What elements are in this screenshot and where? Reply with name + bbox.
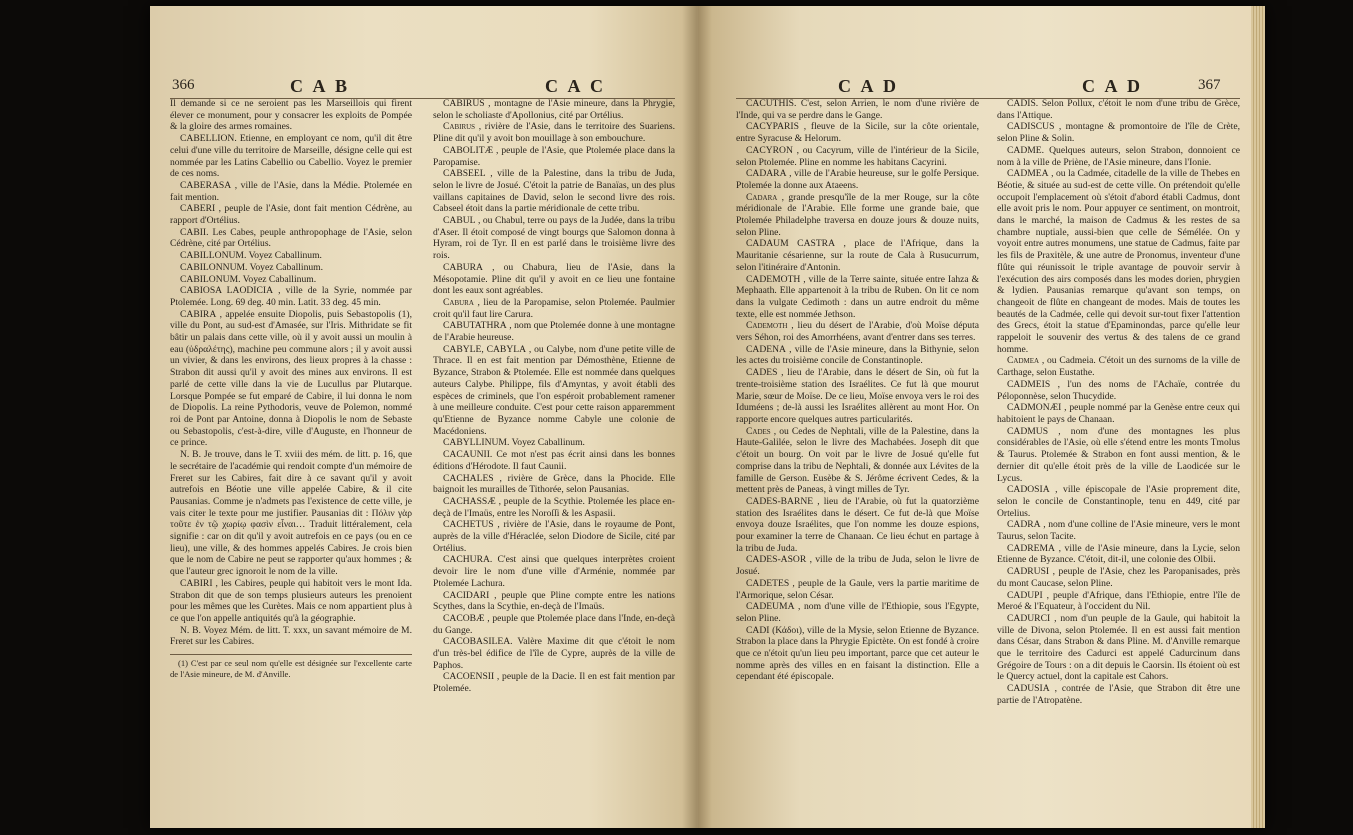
entry-text: Quelques auteurs, selon Strabon, donnoient ce nom à la ville de Priène, de l'Asie mineure, dans l'Ionie. [997,144,1240,168]
dictionary-entry [433,168,675,215]
dictionary-entry [433,519,675,554]
entry-headword: CACHETUS [443,519,494,531]
entry-headword: CADRUSI [1007,566,1050,578]
entry-text: , ville de la tribu de Juda, selon le livre de Josué. [736,554,979,578]
entry-headword: CABIRUS [443,98,485,109]
entry-headword: CADIS. [1007,98,1039,109]
dictionary-entry [170,578,412,625]
entry-text: , peuple nommé par la Genèse entre ceux qui habitoient le pays de Chanaan. [997,402,1240,425]
entry-headword: CABII. [180,226,209,238]
entry-headword: CACYRON [746,144,793,156]
footnote [170,654,412,679]
entry-headword: CABELLION. [180,133,237,145]
entry-text: Il demande si ce ne seroient pas les Marseillois qui firent élever ce monument, pour y consacrer les exploits de Pompée & la gloire des armes romaines. [170,98,412,133]
dictionary-entry [997,98,1240,121]
right-column-1 [736,98,979,683]
entry-headword: CADARA [746,168,787,180]
dictionary-entry [170,250,412,262]
entry-text: , ville de la Syrie, nommée par Ptolemée. Long. 69 deg. 40 min. Latit. 33 deg. 45 min. [170,285,412,308]
dictionary-entry [433,554,675,589]
entry-headword: CADETES [746,577,790,589]
entry-headword: CABYLLINUM. [443,437,510,449]
entry-text: , nom que Ptolemée donne à une montagne de l'Arabie heureuse. [433,320,675,344]
dictionary-entry [170,227,412,250]
left-page [150,6,698,828]
entry-headword: CADEMOTH [746,273,801,285]
entry-headword: CADMEIS [1007,378,1051,390]
entry-text: Ce mot n'est pas écrit ainsi dans les bonnes éditions d'Hérodote. Il faut Caunii. [433,449,675,472]
entry-text: , ou la Cadmée, citadelle de la ville de Thebes en Béotie, & située au sud-est de cette ville. On prétendoit qu'elle occupoit l'emplacement où s'étoit d'abord établi Cadmus, dont elle avoit pris le nom. Pour appuyer ce sentiment, on montroit, dans le marché, la maison de Cadmus & les restes de sa chambre nuptiale, aussi-bien que celle de Sémélée. On y voyoit entre autres monumens, une statue de Cadmus, faite par les fils de Praxitèle, & une autre de Pronomus, inventeur d'une flûte qui réunissoit le triple avantage de pouvoir servir à l'exécution des airs composés dans les modes dorien, phrygien & lydien. Pausanias remarque qu'avant son temps, on changeoit de flûte en changeant de modes. Mais de toutes les beautés de la Cadmée, celle qui devoit sur-tout fixer l'attention des Grecs, étoit la statue d'Epaminondas, parce qu'elle leur rappeloit le souvenir des vertus & des talens de ce grand homme. [997,168,1240,355]
entry-headword: CACUTHIS. [746,98,797,109]
entry-headword: CADOSIA [1007,484,1050,496]
entry-text: , lieu de l'Arabie, où fut la quatorzième station des Israélites dans le désert. Ce fut de-là que Moïse envoya douze Israélites, que l'on nomme les douze espions, pour examiner la terre de Chanaan. Ce lieu échut en partage à la tribu de Juda. [736,495,979,554]
entry-headword: CABIOSA LAODICIA [180,285,274,297]
entry-text: , rivière de l'Asie, dans le territoire des Suariens. Pline dit qu'il y avoit bon mouillage à son embouchure. [433,121,675,145]
entry-text: , ville de l'Arabie heureuse, sur le golfe Persique. Ptolemée la donne aux Ataeens. [736,168,979,191]
entry-text: , peuple de l'Asie, dont fait mention Cédrène, au rapport d'Ortélius. [170,203,412,227]
dictionary-entry [997,355,1240,378]
entry-headword: Cademoth [746,320,788,332]
entry-text: , ville de la Terre sainte, située entre Iahza & Mephaath. Elle appartenoit à la tribu de Ruben. On lit ce nom dans la vulgate Cedimoth : dans un autre endroit du même texte, elle est nommée Jethson. [736,273,979,320]
dictionary-entry [997,519,1240,542]
dictionary-entry [170,180,412,203]
entry-headword: CACOBÆ [443,612,485,624]
left-column-1 [170,98,412,679]
dictionary-entry [170,98,412,133]
entry-text: Etienne, en employant ce nom, qu'il dit être celui d'une ville du territoire de Marseille, désigne celle qui est nommée par les Latins Cabellio ou Cabellio. Voyez le premier de ces noms. [170,133,412,180]
dictionary-entry [433,496,675,519]
dictionary-entry [433,262,675,297]
entry-text: , peuple de la Dacie. Il en est fait mention par Ptolemée. [433,671,675,695]
dictionary-entry [997,402,1240,425]
entry-text: (Κάδοι), ville de la Mysie, selon Etienne de Byzance. Strabon la place dans la Phrygie Epictète. On est fondé à croire que ce n'étoit qu'un lieu peu important, parce que cet auteur le nomme après des villes en en faisant la distinction. Elle a cependant été épiscopale. [736,624,979,683]
entry-text: , nom d'une ville de l'Ethiopie, sous l'Egypte, selon Pline. [736,601,979,624]
entry-text: , peuple de l'Asie, que Ptolemée place dans la Paropamise. [433,144,676,168]
dictionary-entry [997,168,1240,355]
entry-text: , nom d'un peuple de la Gaule, qui habitoit la ville de Divona, selon Ptolemée. Il en est aussi fait mention dans César, dans Strabon & dans Pline. M. d'Anville remarque que le territoire des Cadurci est appelé Cadurcinum dans Grégoire de Tours : on a dit depuis le Caorsin. Ils étoient où est le Quercy actuel, dont la capitale est Cahors. [997,612,1240,683]
entry-headword: CADREMA [1007,542,1055,554]
dictionary-entry [736,554,979,577]
running-head-right-col1: C A D [838,76,900,96]
dictionary-entry [433,437,675,449]
entry-text: , ou Calybe, nom d'une petite ville de Thrace. Il en est fait mention par Démosthène, Etienne de Byzance, Strabon & Ptolemée. Elle est nommée dans quelques auteurs Calybe. Philippe, fils d'Amyntas, y avoit établi des espèces de criminels, que l'on espéroit probablement ramener à une meilleure conduite. C'est pour cette raison apparemment qu'Etienne de Byzance nomme Cabyle une colonie de Macédoniens. [433,343,675,437]
entry-headword: CADMONÆI [1007,402,1062,414]
dictionary-entry [997,426,1240,485]
dictionary-entry [170,203,412,226]
entry-headword: CADENA [746,343,786,355]
dictionary-entry [997,613,1240,683]
entry-text: , rivière de l'Asie, dans le royaume de Pont, auprès de la ville d'Héraclée, selon Diodore de Sicile, cité par Ortélius. [433,519,675,554]
left-column-2 [433,98,675,695]
dictionary-entry [736,192,979,239]
entry-text: , ou Chabura, lieu de l'Asie, dans la Mésopotamie. Pline dit qu'il y avoit en ce lieu une fontaine dont les eaux sont agréables. [433,261,675,297]
dictionary-entry [736,145,979,168]
dictionary-entry [736,426,979,496]
entry-headword: CACOENSII [443,671,495,683]
entry-headword: CADUSIA [1007,683,1050,695]
entry-text: , ou Chabul, terre ou pays de la Judée, dans la tribu d'Aser. Il étoit composé de vingt bourgs que Salomon donna à Hyram, roi de Tyr. Il en est parlé dans le troisième livre des rois. [433,215,675,262]
dictionary-entry [433,590,675,613]
entry-text: , ou Cadmeia. C'étoit un des surnoms de la ville de Carthage, selon Eustathe. [997,355,1241,379]
book-gutter [682,6,712,828]
page-edge [1251,6,1265,828]
entry-headword: Cabirus [443,121,476,133]
entry-headword: CADMUS [1007,425,1049,437]
right-column-2 [997,98,1240,707]
entry-headword: Cabura [443,296,474,308]
entry-text: , ou Cacyrum, ville de l'intérieur de la Sicile, selon Ptolemée. Pline en nomme les habitans Cacyrini. [736,144,979,168]
dictionary-entry [736,320,979,343]
entry-text: , nom d'une colline de l'Asie mineure, vers le mont Taurus, selon Tacite. [997,519,1240,543]
dictionary-entry [433,344,675,438]
dictionary-entry [433,297,675,320]
dictionary-entry [433,215,675,262]
dictionary-entry [736,578,979,601]
entry-text: , peuple que Ptolemée place dans l'Inde, en-deçà du Gange. [433,612,676,636]
dictionary-entry [433,613,675,636]
page-number-left: 366 [172,77,195,93]
entry-text: Les Cabes, peuple anthropophage de l'Asie, selon Cédrène, cité par Ortélius. [170,226,412,250]
dictionary-entry [170,262,412,274]
running-head-right-col2: C A D [1082,76,1144,96]
dictionary-entry [170,133,412,180]
entry-text: Selon Pollux, c'étoit le nom d'une tribu de Grèce, dans l'Attique. [997,98,1240,121]
entry-headword: CACAUNII. [443,449,493,461]
entry-text: Voyez Caballinum. [511,437,585,449]
entry-headword: Cades [746,425,771,437]
running-head-left-col2: C A C [545,76,607,96]
entry-headword: Cadmea [1007,355,1040,367]
dictionary-entry [997,590,1240,613]
dictionary-entry [736,496,979,555]
dictionary-entry [433,473,675,496]
dictionary-entry [997,121,1240,144]
dictionary-entry [170,309,412,449]
entry-text: Voyez Caballinum. [249,261,324,273]
entry-headword: CABERASA [180,179,232,191]
dictionary-entry [170,274,412,286]
entry-text: Voyez Caballinum. [248,250,322,262]
entry-headword: CADES-ASOR [746,554,807,566]
entry-text: Voyez Mém. de litt. T. xxx, un savant mémoire de M. Freret sur les Cabires. [170,624,412,648]
dictionary-entry [433,320,675,343]
dictionary-entry [433,98,675,121]
dictionary-entry [433,671,675,694]
dictionary-entry [736,344,979,367]
entry-headword: CACIDARI [443,589,490,601]
entry-headword: CADES [746,367,778,379]
entry-text: , peuple de l'Asie, chez les Paropanisades, près du mont Caucase, selon Pline. [997,566,1240,589]
entry-text: , lieu du désert de l'Arabie, d'où Moïse députa vers Séhon, roi des Amorrhéens, avant d'entrer dans ses terres. [736,320,979,344]
dictionary-entry [736,601,979,624]
dictionary-entry [170,285,412,308]
entry-headword: CABILONUM. [180,273,241,285]
dictionary-entry [170,625,412,648]
entry-headword: CADRA [1007,519,1041,531]
entry-text: , contrée de l'Asie, que Strabon dit être une partie de l'Atropatène. [997,683,1240,706]
entry-text: , appelée ensuite Diopolis, puis Sebastopolis (1), ville du Pont, au sud-est d'Amasée, sur l'Iris. Mithridate se fit bâtir un palais dans cette ville, où il y avoit aussi un moulin à eau (ὑδραλέτης), machine peu commune alors ; il y avoit aussi un vivier, & dans les environs, des lieux propres à la chasse : Strabon dit aussi qu'il y avoit des mines aux environs. Il est parlé de cette ville dans la vie de Lucullus par Plutarque. Lorsque Pompée se fut emparé de Cabire, il lui donna le nom de Diopolis. La reine Pythodoris, veuve de Polemon, nommé roi de Pont par Antoine, donna à Diopolis le nom de Sebaste ou Sebastopolis, c'est-à-dire, ville d'Auguste, en l'honneur de ce prince. [170,308,412,449]
entry-text: , peuple d'Afrique, dans l'Ethiopie, entre l'île de Meroé & l'Equateur, à l'occident du Nil. [997,589,1240,613]
dictionary-entry [433,449,675,472]
entry-headword: CADAUM CASTRA [746,238,836,250]
entry-headword: CABIRA [180,308,217,320]
entry-headword: CABSEEL [443,168,486,180]
entry-text: , fleuve de la Sicile, sur la côte orientale, entre Syracuse & Helorum. [736,121,979,145]
dictionary-entry [736,168,979,191]
entry-text: , lieu de la Paropamise, selon Ptolemée. Paulmier croit qu'il faut lire Carura. [433,296,675,320]
entry-headword: CACOBASILEA. [443,636,513,648]
entry-headword: CABILLONUM. [180,250,247,262]
page-number-right: 367 [1198,77,1221,93]
dictionary-entry [997,543,1240,566]
entry-headword: N. B. [180,449,201,461]
entry-headword: CACHASSÆ [443,495,496,507]
entry-headword: CACHURA. [443,554,493,566]
book-spread [150,6,1265,828]
dictionary-entry [736,98,979,121]
dictionary-entry [736,625,979,684]
dictionary-entry [997,484,1240,519]
running-head-left-col1: C A B [290,76,351,96]
entry-text: , ville de la Palestine, dans la tribu de Juda, selon le livre de Josué. C'étoit la patrie de Banaïas, un des plus vaillans capitaines de David, selon le second livre des rois. Cabseel étoit dans la partie méridionale de cette tribu. [433,168,676,215]
entry-headword: CADI [746,624,770,636]
dictionary-entry [736,238,979,273]
dictionary-entry [997,145,1240,168]
entry-headword: CABOLITÆ [443,144,494,156]
entry-text: Valère Maxime dit que c'étoit le nom d'un très-bel édifice de l'île de Cypre, auprès de la ville de Paphos. [433,636,676,671]
dictionary-entry [433,636,675,671]
dictionary-entry [736,274,979,321]
entry-text: , peuple de la Scythie. Ptolemée les place en-deçà de l'Imaüs, entre les Noroſſi & les Aspasii. [433,495,676,519]
entry-text: , les Cabires, peuple qui habitoit vers le mont Ida. Strabon dit que de son temps plusieurs auteurs les prenoient pour les mêmes que les Curètes. Mais ce nom appartient plus à ce que l'on appelle antiquités qu'à la géographie. [170,577,412,624]
dictionary-entry [433,145,675,168]
right-page [698,6,1265,828]
entry-headword: CADURCI [1007,612,1051,624]
dictionary-entry [736,121,979,144]
entry-headword: CADES-BARNE [746,495,814,507]
entry-headword: CADMEA [1007,168,1049,180]
entry-text: , peuple de la Gaule, vers la partie maritime de l'Armorique, selon César. [736,577,979,601]
entry-text: , grande presqu'île de la mer Rouge, sur la côte méridionale de l'Arabie. Elle forme une grande baie, que Ptolemée Philadelphe traversa en douze jours & douze nuits, selon Pline. [736,191,979,238]
entry-headword: CADEUMA [746,601,795,613]
entry-text: , l'un des noms de l'Achaïe, contrée du Péloponnèse, selon Thucydide. [997,378,1240,402]
dictionary-entry [997,683,1240,706]
entry-headword: CACYPARIS [746,121,799,133]
entry-text: , montagne de l'Asie mineure, dans la Phrygie, selon le scholiaste d'Apollonius, cité par Ortélius. [433,98,675,121]
entry-headword: CABERI [180,203,216,215]
entry-text: C'est, selon Arrien, le nom d'une rivière de l'Inde, qui va se perdre dans le Gange. [736,98,979,121]
entry-headword: CADME. [1007,144,1045,156]
entry-text: , ou Cedes de Nephtali, ville de la Palestine, dans la Haute-Galilée, selon le livre des Machabées. Joseph dit que c'étoit un bourg. On voit par le livre de Josué qu'elle fut comprise dans la tribu de Nephtali, & donnée aux Lévites de la famille de Gerson. Eusèbe & S. Jérôme écrivent Cedes, & la mettent près de Paneas, à vingt milles de Tyr. [736,425,979,496]
entry-headword: CABIRI [180,577,213,589]
entry-headword: Cadara [746,191,778,203]
entry-text: , lieu de l'Arabie, dans le désert de Sin, où fut la trente-troisième station des Israélites. Ce fut là que mourut Marie, sœur de Moïse. De ce lieu, Moïse envoya vers le roi des Iduméens ; de-là aussi les Israélites allèrent au mont Hor. On rapporte encore quelques autres particularités. [736,367,979,425]
entry-headword: CABURA [443,261,483,273]
entry-headword: CACHALES [443,472,494,484]
entry-text: , ville de l'Asie mineure, dans la Bithynie, selon les actes du troisième concile de Constantinople. [736,343,979,367]
entry-text: Voyez Caballinum. [242,273,317,285]
entry-headword: CABUL [443,215,476,227]
entry-headword: N. B. [180,624,201,636]
entry-headword: CADISCUS [1007,121,1055,133]
entry-text: , ville épiscopale de l'Asie proprement dite, selon le concile de Constantinople, tenu en 449, cité par Ortelius. [997,484,1240,519]
entry-text: , rivière de Grèce, dans la Phocide. Elle baignoit les murailles de Tithorée, selon Pausanias. [433,472,675,496]
dictionary-entry [997,566,1240,589]
entry-headword: CABUTATHRA [443,320,507,332]
entry-headword: CABILONNUM. [180,261,248,273]
footnote-text: (1) C'est par ce seul nom qu'elle est désignée sur l'excellente carte de l'Asie mineure, de M. d'Anville. [170,658,412,679]
dictionary-entry [997,379,1240,402]
dictionary-entry [736,367,979,426]
dictionary-entry [433,121,675,144]
entry-headword: CABYLE, CABYLA [443,343,527,355]
entry-text: , place de l'Afrique, dans la Mauritanie césarienne, sur la route de Cala à Rusucurrum, selon l'itinéraire d'Antonin. [736,238,979,273]
entry-text: Je trouve, dans le T. xviii des mém. de litt. p. 16, que le secrétaire de l'académie qui rendoit compte d'un mémoire de Freret sur les Cabires, fait dire à ce savant qu'il y avoit autrefois en Béotie une ville appelée Cabire, & il cite Pausanias. Comme je n'admets pas l'existence de cette ville, je vais citer le texte pour me justifier. Pausanias dit : Πόλιν γὰρ τοῦτε ἐν τῷ χωρίῳ φασὶν εἶναι… Traduit littéralement, cela signifie : car on dit qu'il y avoit autrefois en ce pays (ou en ce lieu), une ville, & des hommes appelés Cabires. Je crois bien que le nom de Cabire ne peut se rapporter qu'aux hommes ; & que l'auteur grec ignoroit le nom de la ville. [170,449,412,578]
entry-text: , ville de l'Asie mineure, dans la Lycie, selon Etienne de Byzance. C'étoit, dit-il, une colonie des Olbii. [997,542,1240,566]
entry-text: , montagne & promontoire de l'île de Crète, selon Pline & Solin. [997,121,1240,145]
dictionary-entry [170,449,412,578]
entry-text: , ville de l'Asie, dans la Médie. Ptolemée en fait mention. [170,179,412,203]
entry-headword: CADUPI [1007,589,1043,601]
entry-text: , nom d'une des montagnes les plus considérables de l'Asie, où elle s'étend entre les monts Tmolus & Taurus. Ptolemée & Strabon en font aussi mention, & le dernier dit qu'elle étoit près de la ville de Laodicée sur le Lycus. [997,425,1240,484]
entry-text: , peuple que Pline compte entre les nations Scythes, dans la Scythie, en-deçà de l'Imaüs. [433,589,675,613]
entry-text: C'est ainsi que quelques interprètes croient devoir lire le nom d'une ville d'Arménie, nommée par Ptolemée Lachura. [433,554,675,589]
